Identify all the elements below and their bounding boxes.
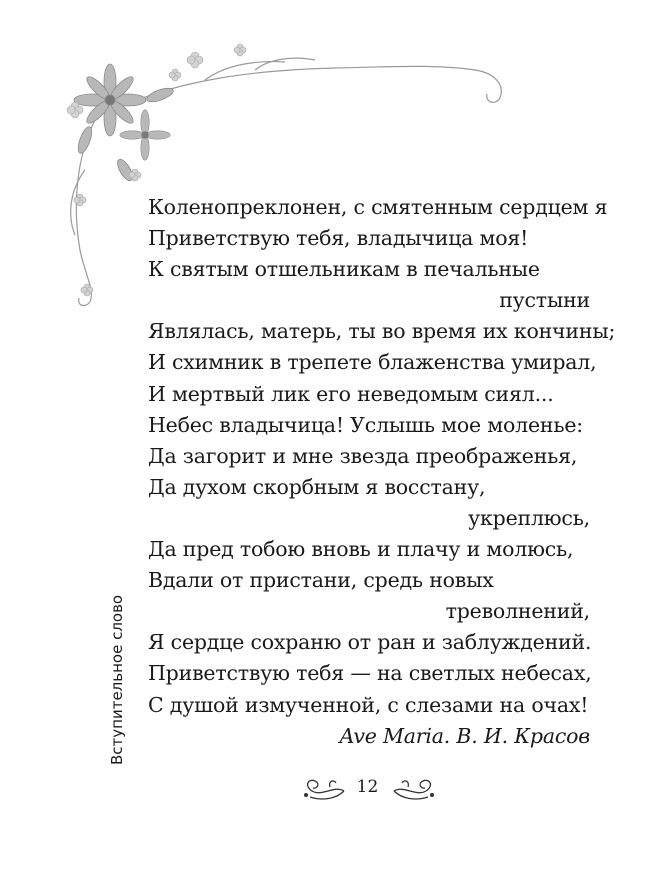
poem-line: И мертвый лик его неведомым сиял... [148, 381, 554, 406]
poem-line: Приветствую тебя, владычица моя! [148, 226, 529, 251]
poem-line: Я сердце сохраню от ран и заблуждений. [148, 630, 592, 655]
poem-line: Да духом скорбным я восстану, [148, 474, 486, 499]
poem-line: Коленопреклонен, с смятенным сердцем я [148, 195, 608, 219]
poem-line: И схимник в трепете блаженства умирал, [148, 350, 597, 375]
poem-line: Приветствую тебя — на светлых небесах, [148, 661, 592, 686]
poem-line: Небес владычица! Услышь мое моленье: [148, 412, 583, 437]
poem-line: укреплюсь, [468, 505, 590, 530]
poem-line: Вдали от пристани, средь новых [148, 568, 494, 593]
poem-line: К святым отшельникам в печальные [148, 257, 540, 282]
page-footer [0, 771, 650, 807]
poem-line: пустыни [499, 288, 590, 313]
poem-line: Являлась, матерь, ты во время их кончины; [148, 319, 616, 344]
poem-line: Да загорит и мне звезда преображенья, [148, 443, 578, 468]
poem-text [148, 192, 616, 752]
poem-line: Да пред тобою вновь и плачу и молюсь, [148, 537, 574, 562]
swirl-ornament-right [392, 773, 438, 803]
poem-attribution: Ave Maria. В. И. Красов [339, 723, 590, 748]
page-number: 12 [356, 777, 379, 797]
running-section-title: Вступительное слово [108, 594, 126, 765]
poem-line: С душой измученной, с слезами на очах! [148, 692, 589, 717]
poem-line: треволнений, [445, 599, 590, 624]
